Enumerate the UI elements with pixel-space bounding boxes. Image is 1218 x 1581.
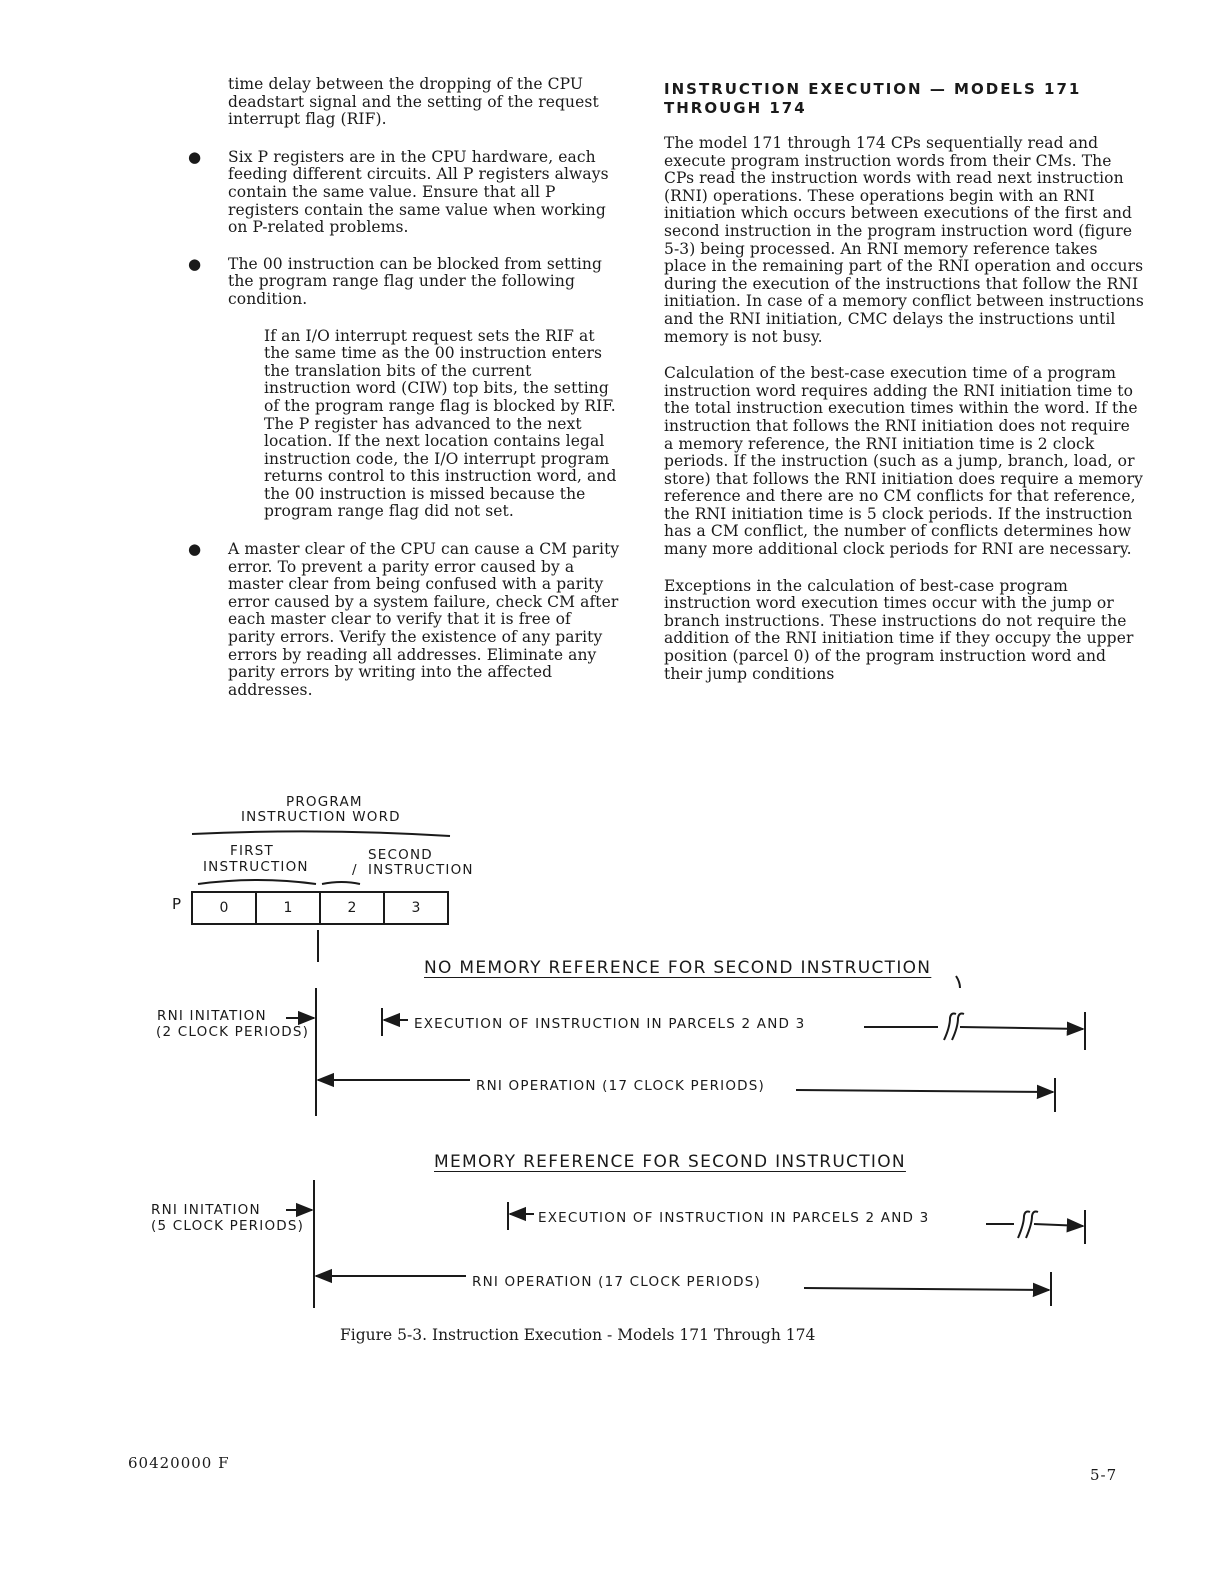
section-heading: INSTRUCTION EXECUTION — MODELS 171 THROUGH 174 — [664, 80, 1082, 117]
parcel-cell: 3 — [411, 900, 421, 916]
rni-init-label: RNI INITATION — [157, 1008, 267, 1024]
word-label: PROGRAM — [286, 794, 363, 810]
bullet-icon: ● — [188, 540, 202, 559]
slash-mark: / — [352, 862, 358, 878]
execution-label: EXECUTION OF INSTRUCTION IN PARCELS 2 AND 3 — [414, 1016, 806, 1032]
second-brace — [322, 882, 360, 884]
paragraph: Exceptions in the calculation of best-case program instruction word execution times occur with the jump or branch instructions. These instructions do not require the addition of the RNI initiation time if they occupy the upper position (parcel 0) of the program instruction word and their jump conditions — [664, 576, 1134, 683]
bullet-text: The 00 instruction can be blocked from setting the program range flag under the following condition. — [228, 254, 603, 308]
register-label: P — [172, 895, 183, 913]
rni-init-label: (5 CLOCK PERIODS) — [151, 1218, 305, 1234]
document-number: 60420000 F — [128, 1454, 230, 1472]
execution-end-arrow — [1034, 1224, 1083, 1226]
lead-paragraph: time delay between the dropping of the CPU deadstart signal and the setting of the request interrupt flag (RIF). — [228, 75, 599, 129]
paragraph: Calculation of the best-case execution time of a program instruction word requires adding the RNI initiation time to the total instruction execution times within the word. If the instruction that follows the RNI initiation does not require a memory reference, the RNI initiation time is 2 clock periods. If the instruction (such as a jump, branch, load, or store) that follows the RNI initiation does require a memory reference and there are no CM conflicts for that reference, the RNI initiation time is 5 clock periods. If the instruction has a CM conflict, the number of conflicts determines how many more additional clock periods for RNI are necessary. — [664, 364, 1143, 559]
first-instruction-label: FIRST — [230, 843, 274, 859]
second-instruction-label: SECOND — [368, 847, 433, 863]
section-title: NO MEMORY REFERENCE FOR SECOND INSTRUCTION — [424, 958, 932, 978]
rni-init-label: RNI INITATION — [151, 1202, 261, 1218]
bullet-text: A master clear of the CPU can cause a CM parity error. To prevent a parity error caused by a master clear from being confused with a parity error caused by a system failure, check CM after each master clear to verify that it is free of parity errors. Verify the existence of any parity errors by reading all addresses. Eliminate any parity errors by writing into the affected addresses. — [228, 540, 620, 699]
parcel-cell: 0 — [219, 900, 229, 916]
word-label: INSTRUCTION WORD — [241, 809, 401, 825]
title-end-mark — [956, 976, 960, 988]
operation-end-arrow — [804, 1288, 1049, 1290]
word-brace — [192, 831, 450, 836]
figure-caption: Figure 5-3. Instruction Execution - Models 171 Through 174 — [340, 1326, 816, 1344]
execution-end-arrow — [960, 1027, 1083, 1029]
parcel-cell: 2 — [347, 900, 357, 916]
parcel-cell: 1 — [283, 900, 293, 916]
first-instruction-label: INSTRUCTION — [203, 859, 309, 875]
page-number: 5-7 — [1090, 1466, 1118, 1484]
rni-init-label: (2 CLOCK PERIODS) — [156, 1024, 310, 1040]
bullet-icon: ● — [188, 254, 202, 273]
execution-label: EXECUTION OF INSTRUCTION IN PARCELS 2 AND 3 — [538, 1210, 930, 1226]
first-brace — [198, 880, 316, 884]
bullet-text: Six P registers are in the CPU hardware, each feeding different circuits. All P registers always contain the same value. Ensure that all P registers contain the same value when working on P-related problems. — [228, 147, 609, 237]
second-instruction-label: INSTRUCTION — [368, 862, 474, 878]
operation-end-arrow — [796, 1090, 1053, 1092]
bullet-icon: ● — [188, 147, 202, 166]
indented-paragraph: If an I/O interrupt request sets the RIF at the same time as the 00 instruction enters the translation bits of the current instruction word (CIW) top bits, the setting of the program range flag is blocked by RIF. The P register has advanced to the next location. If the next location contains legal instruction code, the I/O interrupt program returns control to this instruction word, and the 00 instruction is missed because the program range flag did not set. — [264, 326, 617, 521]
section-title: MEMORY REFERENCE FOR SECOND INSTRUCTION — [434, 1152, 906, 1172]
operation-label: RNI OPERATION (17 CLOCK PERIODS) — [472, 1274, 762, 1290]
operation-label: RNI OPERATION (17 CLOCK PERIODS) — [476, 1078, 766, 1094]
paragraph: The model 171 through 174 CPs sequentially read and execute program instruction words from their CMs. The CPs read the instruction words with read next instruction (RNI) operations. These operations begin with an RNI initiation which occurs between executions of the first and second instruction in the program instruction word (figure 5-3) being processed. An RNI memory reference takes place in the remaining part of the RNI operation and occurs during the execution of the instructions that follow the RNI initiation. In case of a memory conflict between instructions and the RNI initiation, CMC delays the instructions until memory is not busy. — [664, 134, 1144, 346]
